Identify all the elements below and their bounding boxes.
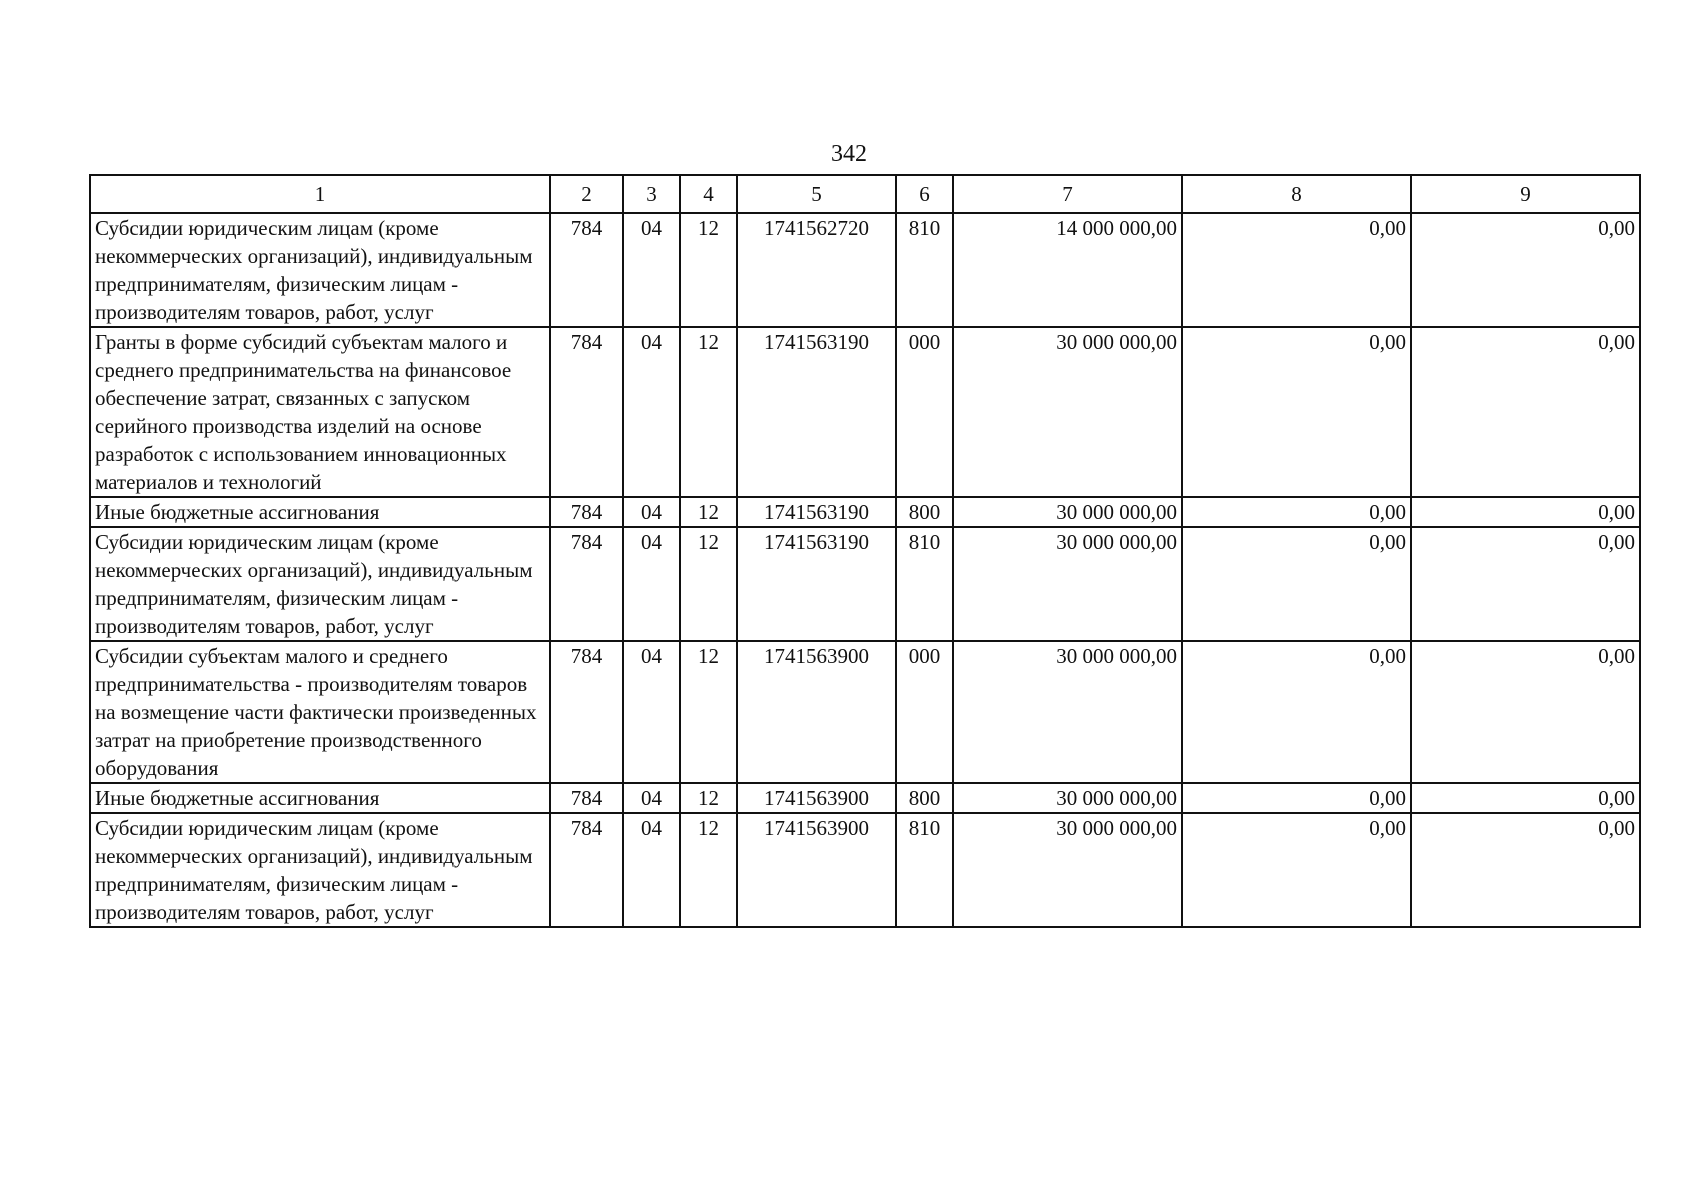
target-article-code: 1741562720 [737, 213, 896, 327]
amount-col-8: 0,00 [1182, 327, 1411, 497]
row-name: Гранты в форме субсидий субъектам малого и среднего предпринимательства на финансовое обеспечение затрат, связанных с запуском серийного производства изделий на основе разработок с использованием инновационных материалов и технологий [90, 327, 550, 497]
ministry-code: 784 [550, 527, 623, 641]
ministry-code: 784 [550, 783, 623, 813]
amount-col-7: 14 000 000,00 [953, 213, 1182, 327]
amount-col-7: 30 000 000,00 [953, 527, 1182, 641]
row-name: Субсидии субъектам малого и среднего предпринимательства - производителям товаров на возмещение части фактически произведенных затрат на приобретение производственного оборудования [90, 641, 550, 783]
budget-table [89, 174, 1641, 928]
amount-col-8: 0,00 [1182, 813, 1411, 927]
target-article-code: 1741563190 [737, 497, 896, 527]
amount-col-9: 0,00 [1411, 327, 1640, 497]
header-row [90, 175, 1640, 213]
column-header: 4 [680, 175, 737, 213]
column-header: 7 [953, 175, 1182, 213]
row-name: Иные бюджетные ассигнования [90, 497, 550, 527]
subsection-code: 12 [680, 813, 737, 927]
amount-col-7: 30 000 000,00 [953, 327, 1182, 497]
column-header: 3 [623, 175, 680, 213]
amount-col-9: 0,00 [1411, 497, 1640, 527]
amount-col-9: 0,00 [1411, 783, 1640, 813]
table-row [90, 497, 1640, 527]
subsection-code: 12 [680, 783, 737, 813]
amount-col-8: 0,00 [1182, 641, 1411, 783]
amount-col-8: 0,00 [1182, 527, 1411, 641]
amount-col-8: 0,00 [1182, 783, 1411, 813]
column-header: 1 [90, 175, 550, 213]
expense-type-code: 810 [896, 813, 953, 927]
section-code: 04 [623, 527, 680, 641]
amount-col-9: 0,00 [1411, 641, 1640, 783]
amount-col-7: 30 000 000,00 [953, 783, 1182, 813]
target-article-code: 1741563900 [737, 813, 896, 927]
expense-type-code: 000 [896, 641, 953, 783]
table-row [90, 327, 1640, 497]
expense-type-code: 810 [896, 527, 953, 641]
subsection-code: 12 [680, 641, 737, 783]
column-header: 9 [1411, 175, 1640, 213]
table-row [90, 527, 1640, 641]
amount-col-7: 30 000 000,00 [953, 497, 1182, 527]
target-article-code: 1741563190 [737, 527, 896, 641]
amount-col-7: 30 000 000,00 [953, 641, 1182, 783]
target-article-code: 1741563900 [737, 783, 896, 813]
column-header: 6 [896, 175, 953, 213]
ministry-code: 784 [550, 327, 623, 497]
expense-type-code: 810 [896, 213, 953, 327]
page-number: 342 [831, 141, 867, 167]
amount-col-8: 0,00 [1182, 213, 1411, 327]
section-code: 04 [623, 813, 680, 927]
section-code: 04 [623, 327, 680, 497]
table-row [90, 813, 1640, 927]
ministry-code: 784 [550, 497, 623, 527]
table-row [90, 783, 1640, 813]
row-name: Субсидии юридическим лицам (кроме некоммерческих организаций), индивидуальным предпринимателям, физическим лицам - производителям товаров, работ, услуг [90, 813, 550, 927]
amount-col-7: 30 000 000,00 [953, 813, 1182, 927]
row-name: Субсидии юридическим лицам (кроме некоммерческих организаций), индивидуальным предпринимателям, физическим лицам - производителям товаров, работ, услуг [90, 527, 550, 641]
amount-col-9: 0,00 [1411, 813, 1640, 927]
subsection-code: 12 [680, 497, 737, 527]
table-row [90, 213, 1640, 327]
target-article-code: 1741563900 [737, 641, 896, 783]
column-header: 2 [550, 175, 623, 213]
section-code: 04 [623, 641, 680, 783]
amount-col-9: 0,00 [1411, 527, 1640, 641]
expense-type-code: 800 [896, 497, 953, 527]
expense-type-code: 000 [896, 327, 953, 497]
target-article-code: 1741563190 [737, 327, 896, 497]
expense-type-code: 800 [896, 783, 953, 813]
amount-col-9: 0,00 [1411, 213, 1640, 327]
section-code: 04 [623, 213, 680, 327]
ministry-code: 784 [550, 213, 623, 327]
ministry-code: 784 [550, 641, 623, 783]
ministry-code: 784 [550, 813, 623, 927]
subsection-code: 12 [680, 527, 737, 641]
section-code: 04 [623, 783, 680, 813]
column-header: 8 [1182, 175, 1411, 213]
row-name: Иные бюджетные ассигнования [90, 783, 550, 813]
subsection-code: 12 [680, 213, 737, 327]
amount-col-8: 0,00 [1182, 497, 1411, 527]
subsection-code: 12 [680, 327, 737, 497]
row-name: Субсидии юридическим лицам (кроме некоммерческих организаций), индивидуальным предпринимателям, физическим лицам - производителям товаров, работ, услуг [90, 213, 550, 327]
column-header: 5 [737, 175, 896, 213]
section-code: 04 [623, 497, 680, 527]
table-row [90, 641, 1640, 783]
